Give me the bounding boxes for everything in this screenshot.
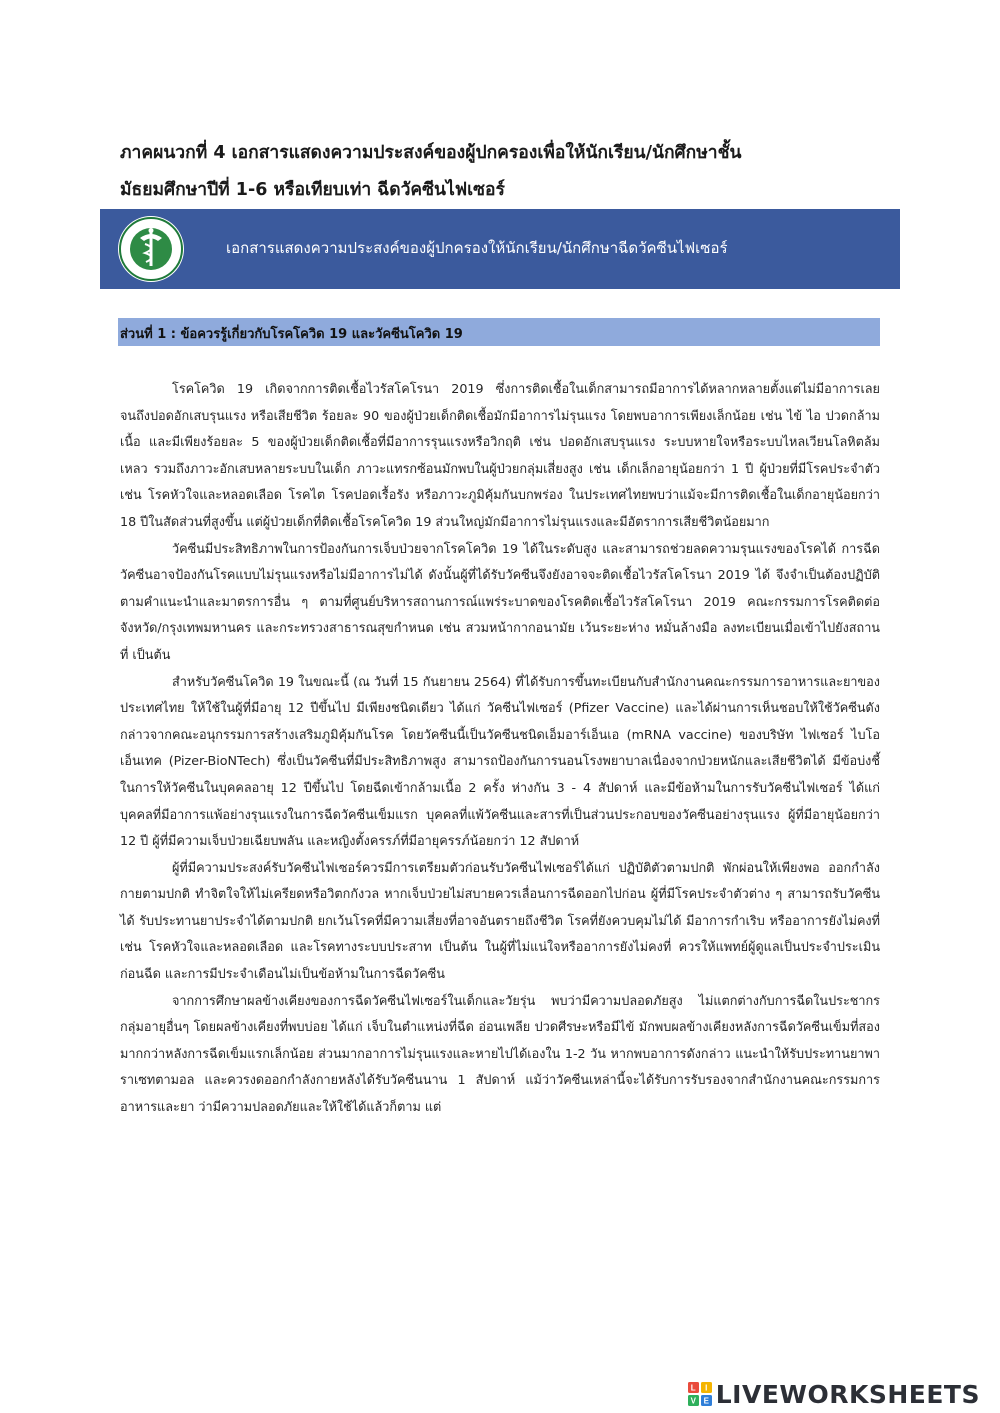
banner-title: เอกสารแสดงความประสงค์ของผู้ปกครองให้นักเรียน/นักศึกษาฉีดวัคซีนไฟเซอร์ [226,239,728,257]
paragraph: วัคซีนมีประสิทธิภาพในการป้องกันการเจ็บป่วยจากโรคโควิด 19 ได้ในระดับสูง และสามารถช่วยลดความรุนแรงของโรคได้ การฉีดวัคซีนอาจป้องกันโรคแบบไม่รุนแรงหรือไม่มีอาการไม่ได้ ดังนั้นผู้ที่ได้รับวัคซีนจึงยังอาจจะติดเชื้อไวรัสโคโรนา 2019 ได้ จึงจำเป็นต้องปฏิบัติตามคำแนะนำและมาตรการอื่น ๆ ตามที่ศูนย์บริหารสถานการณ์แพร่ระบาดของโรคติดเชื้อไวรัสโคโรนา 2019 คณะกรรมการโรคติดต่อจังหวัด/กรุงเทพมหานคร และกระทรวงสาธารณสุขกำหนด เช่น สวมหน้ากากอนามัย เว้นระยะห่าง หมั่นล้างมือ ลงทะเบียนเมื่อเข้าไปยังสถานที่ เป็นต้น [120,540,880,662]
paragraph: ผู้ที่มีความประสงค์รับวัคซีนไฟเซอร์ควรมีการเตรียมตัวก่อนรับวัคซีนไฟเซอร์ได้แก่ ปฏิบัติตัวตามปกติ พักผ่อนให้เพียงพอ ออกกำลังกายตามปกติ ทำจิตใจให้ไม่เครียดหรือวิตกกังวล หากเจ็บป่วยไม่สบายควรเลื่อนการฉีดออกไปก่อน ผู้ที่มีโรคประจำตัวต่าง ๆ สามารถรับวัคซีนได้ รับประทานยาประจำได้ตามปกติ ยกเว้นโรคที่มีความเสี่ยงที่อาจอันตรายถึงชีวิต โรคที่ยังควบคุมไม่ได้ มีอาการกำเริบ หรืออาการยังไม่คงที่ เช่น โรคหัวใจและหลอดเลือด และโรคทางระบบประสาท เป็นต้น ในผู้ที่ไม่แน่ใจหรืออาการยังไม่คงที่ ควรให้แพทย์ผู้ดูแลเป็นประจำประเมินก่อนฉีด และการมีประจำเดือนไม่เป็นข้อห้ามในการฉีดวัคซีน [120,859,880,982]
brand-icon-letter: L [690,1383,696,1393]
brand-icon-letter: V [690,1396,697,1406]
brand-icon-letter: E [703,1396,710,1406]
liveworksheets-watermark [688,1380,980,1412]
ministry-of-public-health-seal-icon [118,216,184,282]
heading-line-2: มัธยมศึกษาปีที่ 1-6 หรือเทียบเท่า ฉีดวัคซีนไฟเซอร์ [120,180,505,200]
liveworksheets-logo-icon [688,1382,712,1412]
brand-text: LIVEWORKSHEETS [715,1380,980,1409]
page-heading [120,135,900,209]
section-title: ส่วนที่ 1 : ข้อควรรู้เกี่ยวกับโรคโควิด 19 และวัคซีนโควิด 19 [120,327,463,342]
document-body [120,376,880,1121]
paragraph: จากการศึกษาผลข้างเคียงของการฉีดวัคซีนไฟเซอร์ในเด็กและวัยรุ่น พบว่ามีความปลอดภัยสูง ไม่แตกต่างกับการฉีดในประชากรกลุ่มอายุอื่นๆ โดยผลข้างเคียงที่พบบ่อย ได้แก่ เจ็บในตำแหน่งที่ฉีด อ่อนเพลีย ปวดศีรษะหรือมีไข้ มักพบผลข้างเคียงหลังการฉีดวัคซีนเข็มที่สองมากกว่าหลังการฉีดเข็มแรกเล็กน้อย ส่วนมากอาการไม่รุนแรงและหายไปได้เองใน 1-2 วัน หากพบอาการดังกล่าว แนะนำให้รับประทานยาพาราเซทตามอล และควรงดออกกำลังกายหลังได้รับวัคซีนนาน 1 สัปดาห์ แม้ว่าวัคซีนเหล่านี้จะได้รับการรับรองจากสำนักงานคณะกรรมการอาหารและยา ว่ามีความปลอดภัยและให้ใช้ได้แล้วก็ตาม แต่ [120,992,880,1115]
paragraph: สำหรับวัคซีนโควิด 19 ในขณะนี้ (ณ วันที่ 15 กันยายน 2564) ที่ได้รับการขึ้นทะเบียนกับสำนักงานคณะกรรมการอาหารและยาของประเทศไทย ให้ใช้ในผู้ที่มีอายุ 12 ปีขึ้นไป มีเพียงชนิดเดียว ได้แก่ วัคซีนไฟเซอร์ (Pfizer Vaccine) และได้ผ่านการเห็นชอบให้ใช้วัคซีนดังกล่าวจากคณะอนุกรรมการสร้างเสริมภูมิคุ้มกันโรค โดยวัคซีนนี้เป็นวัคซีนชนิดเอ็มอาร์เอ็นเอ (mRNA vaccine) ของบริษัท ไฟเซอร์ ไบโอเอ็นเทค (Pizer-BioNTech) ซึ่งเป็นวัคซีนที่มีประสิทธิภาพสูง สามารถป้องกันการนอนโรงพยาบาลเนื่องจากป่วยหนักและเสียชีวิตได้ มีข้อบ่งชี้ในการให้วัคซีนในบุคคลอายุ 12 ปีขึ้นไป โดยฉีดเข้ากล้ามเนื้อ 2 ครั้ง ห่างกัน 3 - 4 สัปดาห์ และมีข้อห้ามในการรับวัคซีนไฟเซอร์ ได้แก่ บุคคลที่มีอาการแพ้อย่างรุนแรงในการฉีดวัคซีนเข็มแรก บุคคลที่แพ้วัคซีนและสารที่เป็นส่วนประกอบของวัคซีนอย่างรุนแรง ผู้ที่มีอายุน้อยกว่า 12 ปี ผู้ที่มีความเจ็บป่วยเฉียบพลัน และหญิงตั้งครรภ์ที่มีอายุครรภ์น้อยกว่า 12 สัปดาห์ [120,673,880,849]
paragraph: โรคโควิด 19 เกิดจากการติดเชื้อไวรัสโคโรนา 2019 ซึ่งการติดเชื้อในเด็กสามารถมีอาการได้หลากหลายตั้งแต่ไม่มีอาการเลย จนถึงปอดอักเสบรุนแรง หรือเสียชีวิต ร้อยละ 90 ของผู้ป่วยเด็กติดเชื้อมักมีอาการไม่รุนแรง โดยพบอาการเพียงเล็กน้อย เช่น ไข้ ไอ ปวดกล้ามเนื้อ และมีเพียงร้อยละ 5 ของผู้ป่วยเด็กติดเชื้อที่มีอาการรุนแรงหรือวิกฤติ เช่น ปอดอักเสบรุนแรง ระบบหายใจหรือระบบไหลเวียนโลหิตล้มเหลว รวมถึงภาวะอักเสบหลายระบบในเด็ก ภาวะแทรกซ้อนมักพบในผู้ป่วยกลุ่มเสี่ยงสูง เช่น เด็กเล็กอายุน้อยกว่า 1 ปี ผู้ป่วยที่มีโรคประจำตัว เช่น โรคหัวใจและหลอดเลือด โรคไต โรคปอดเรื้อรัง หรือภาวะภูมิคุ้มกันบกพร่อง ในประเทศไทยพบว่าแม้จะมีการติดเชื้อในเด็กอายุน้อยกว่า 18 ปีในสัดส่วนที่สูงขึ้น แต่ผู้ป่วยเด็กที่ติดเชื้อโรคโควิด 19 ส่วนใหญ่มักมีอาการไม่รุนแรงและมีอัตราการเสียชีวิตน้อยมาก [120,381,880,529]
heading-line-1: ภาคผนวกที่ 4 เอกสารแสดงความประสงค์ของผู้ปกครองเพื่อให้นักเรียน/นักศึกษาชั้น [120,143,742,163]
brand-icon-letter: I [704,1383,708,1393]
